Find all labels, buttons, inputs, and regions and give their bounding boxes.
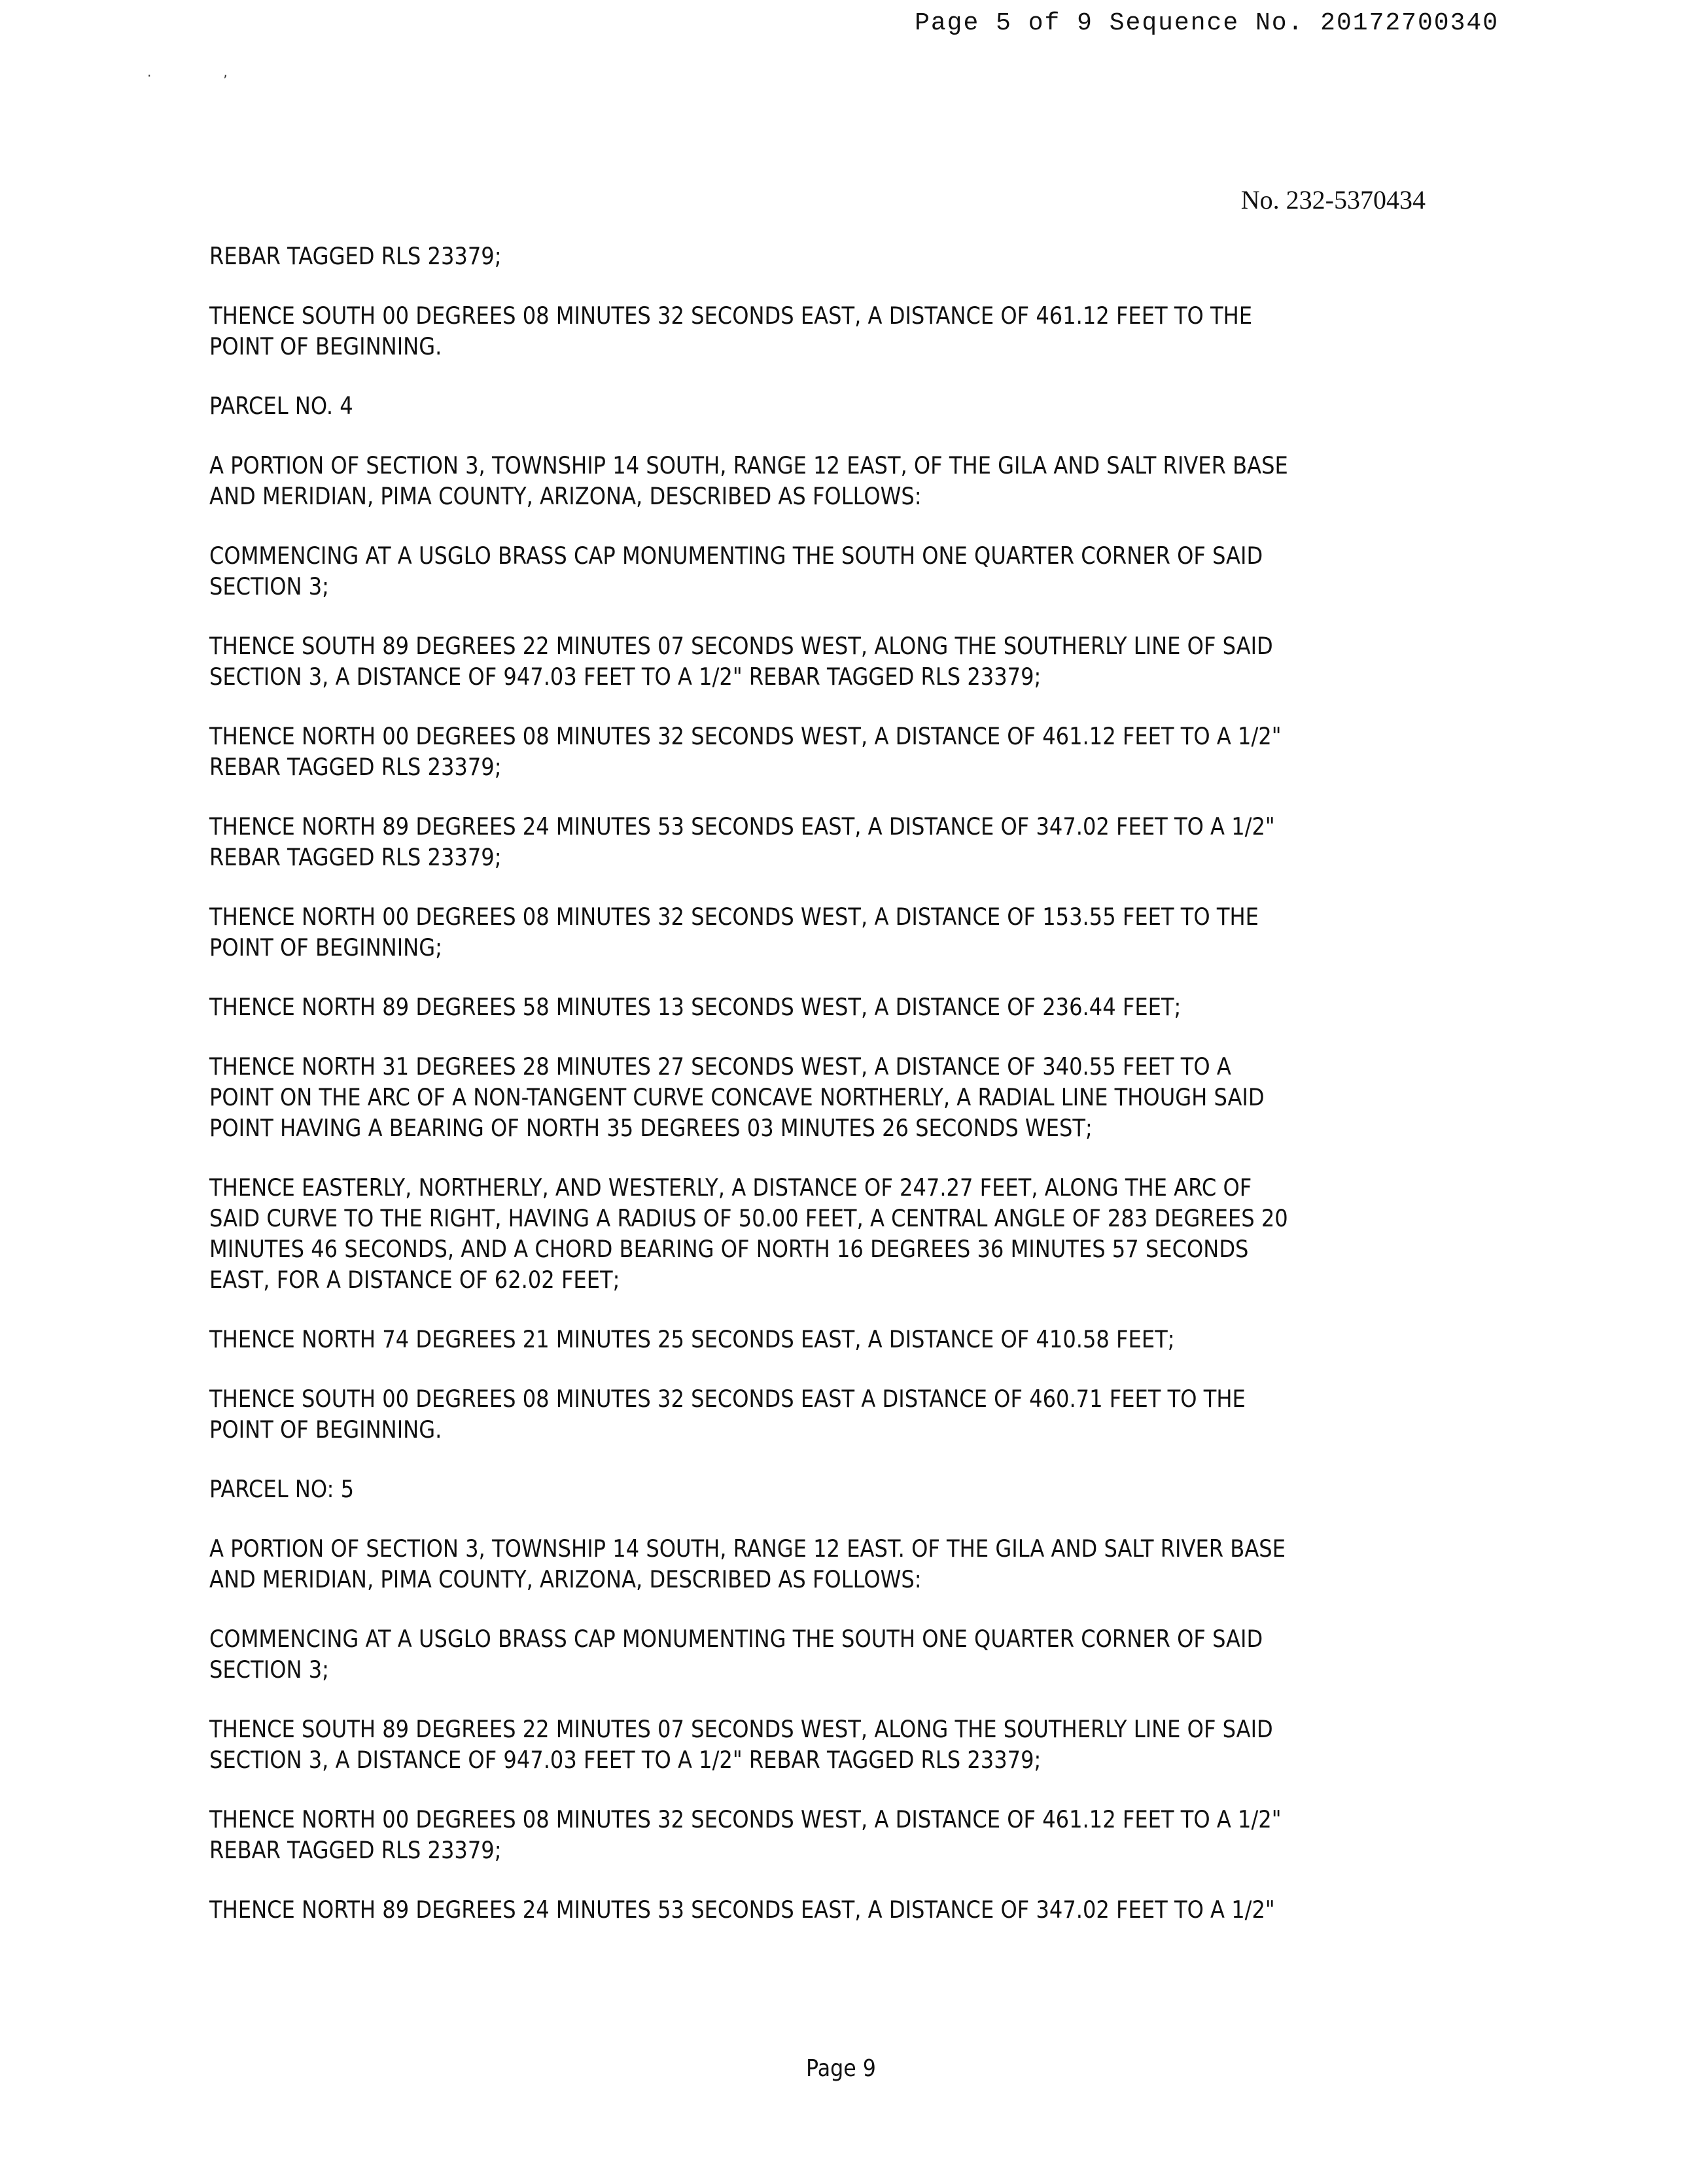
paragraph: REBAR TAGGED RLS 23379; (209, 242, 502, 270)
parcel-heading: PARCEL NO: 5 (209, 1475, 355, 1503)
paragraph: COMMENCING AT A USGLO BRASS CAP MONUMENTING THE SOUTH ONE QUARTER CORNER OF SAID SECTION 3; (209, 542, 1263, 600)
paragraph: THENCE NORTH 31 DEGREES 28 MINUTES 27 SECONDS WEST, A DISTANCE OF 340.55 FEET TO A POINT ON THE ARC OF A NON-TANGENT CURVE CONCAVE NORTHERLY, A RADIAL LINE THOUGH SAID POINT HAVING A BEARING OF NORTH 35 DEGREES 03 MINUTES 26 SECONDS WEST; (209, 1052, 1265, 1142)
paragraph: THENCE NORTH 00 DEGREES 08 MINUTES 32 SECONDS WEST, A DISTANCE OF 153.55 FEET TO THE POINT OF BEGINNING; (209, 903, 1259, 962)
paragraph: THENCE NORTH 00 DEGREES 08 MINUTES 32 SECONDS WEST, A DISTANCE OF 461.12 FEET TO A 1/2" REBAR TAGGED RLS 23379; (209, 722, 1282, 781)
paragraph: THENCE NORTH 89 DEGREES 58 MINUTES 13 SECONDS WEST, A DISTANCE OF 236.44 FEET; (209, 993, 1182, 1021)
page-sequence-stamp: Page 5 of 9 Sequence No. 20172700340 (915, 9, 1499, 37)
document-number: No. 232-5370434 (1240, 185, 1426, 215)
paragraph: A PORTION OF SECTION 3, TOWNSHIP 14 SOUTH, RANGE 12 EAST, OF THE GILA AND SALT RIVER BASE AND MERIDIAN, PIMA COUNTY, ARIZONA, DESCRIBED AS FOLLOWS: (209, 451, 1288, 510)
paragraph: THENCE NORTH 89 DEGREES 24 MINUTES 53 SECONDS EAST, A DISTANCE OF 347.02 FEET TO A 1/2" REBAR TAGGED RLS 23379; (209, 812, 1275, 871)
paragraph: THENCE EASTERLY, NORTHERLY, AND WESTERLY, A DISTANCE OF 247.27 FEET, ALONG THE ARC OF SAID CURVE TO THE RIGHT, HAVING A RADIUS OF 50.00 FEET, A CENTRAL ANGLE OF 283 DEGREES 20 MINUTES 46 SECONDS, AND A CHORD BEARING OF NORTH 16 DEGREES 36 MINUTES 57 SECONDS EAST, FOR A DISTANCE OF 62.02 FEET; (209, 1173, 1288, 1294)
paragraph: THENCE SOUTH 00 DEGREES 08 MINUTES 32 SECONDS EAST A DISTANCE OF 460.71 FEET TO THE POINT OF BEGINNING. (209, 1385, 1246, 1444)
paragraph: A PORTION OF SECTION 3, TOWNSHIP 14 SOUTH, RANGE 12 EAST. OF THE GILA AND SALT RIVER BASE AND MERIDIAN, PIMA COUNTY, ARIZONA, DESCRIBED AS FOLLOWS: (209, 1534, 1286, 1593)
legal-description-body (209, 241, 1291, 1954)
paragraph: THENCE NORTH 74 DEGREES 21 MINUTES 25 SECONDS EAST, A DISTANCE OF 410.58 FEET; (209, 1325, 1175, 1353)
paragraph: THENCE SOUTH 89 DEGREES 22 MINUTES 07 SECONDS WEST, ALONG THE SOUTHERLY LINE OF SAID SECTION 3, A DISTANCE OF 947.03 FEET TO A 1/2" REBAR TAGGED RLS 23379; (209, 1715, 1273, 1774)
parcel-heading: PARCEL NO. 4 (209, 392, 353, 420)
paragraph: THENCE NORTH 89 DEGREES 24 MINUTES 53 SECONDS EAST, A DISTANCE OF 347.02 FEET TO A 1/2" (209, 1896, 1275, 1924)
paragraph: THENCE NORTH 00 DEGREES 08 MINUTES 32 SECONDS WEST, A DISTANCE OF 461.12 FEET TO A 1/2" REBAR TAGGED RLS 23379; (209, 1805, 1282, 1864)
paragraph: THENCE SOUTH 89 DEGREES 22 MINUTES 07 SECONDS WEST, ALONG THE SOUTHERLY LINE OF SAID SECTION 3, A DISTANCE OF 947.03 FEET TO A 1/2" REBAR TAGGED RLS 23379; (209, 632, 1273, 691)
paragraph: COMMENCING AT A USGLO BRASS CAP MONUMENTING THE SOUTH ONE QUARTER CORNER OF SAID SECTION 3; (209, 1625, 1263, 1684)
page-footer-label: Page 9 (806, 2055, 876, 2082)
scan-specks: . , (147, 64, 228, 80)
paragraph: THENCE SOUTH 00 DEGREES 08 MINUTES 32 SECONDS EAST, A DISTANCE OF 461.12 FEET TO THE POINT OF BEGINNING. (209, 302, 1253, 360)
